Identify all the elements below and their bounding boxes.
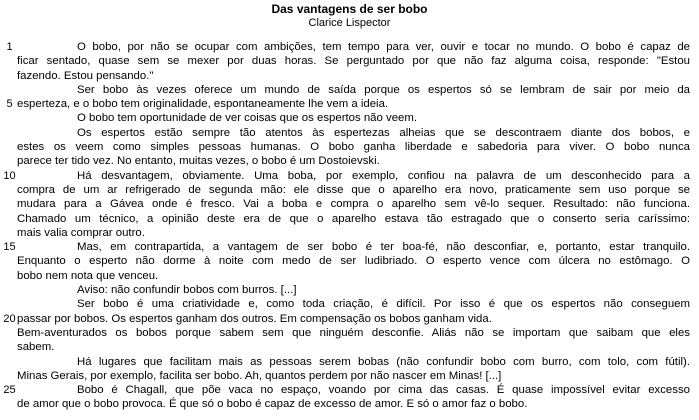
text-line [2,97,690,111]
line-number: 20 [3,312,16,325]
text-line [2,369,690,383]
line-number [2,355,17,369]
line-text: Há desvantagem, obviamente. Uma boba, por exemplo, confiou na palavra de um desconhecido para a [77,169,690,182]
text-line [2,40,690,54]
line-number [2,111,17,125]
line-number [2,397,17,411]
line-number [2,326,17,340]
line-text: Ser bobo às vezes oferece um mundo de saída porque os espertos só se lembram de sair por meio da [77,83,690,96]
line-number [2,83,17,97]
line-text: sabem. [17,341,55,354]
line-text: Os espertos estão sempre tão atentos às espertezas alheias que se descontraem diante dos bobos, e [77,126,690,139]
line-number: 25 [3,384,16,397]
passage-body [0,40,699,412]
line-text: ficar sentado, quase sem se mexer por duas horas. Se perguntado por que não faz alguma coisa, responde: "Estou [17,55,690,68]
line-number [2,254,17,268]
text-line [2,154,690,168]
line-number [2,369,17,383]
line-number: 1 [6,41,13,53]
text-line [2,226,690,240]
line-number [2,340,17,354]
line-number [2,297,17,311]
text-line [2,254,690,268]
line-text: parece ter tido vez. No entanto, muitas vezes, o bobo é um Dostoievski. [17,155,380,168]
text-line [2,240,690,254]
line-number [2,140,17,154]
line-text: de amor que o bobo provoca. É que só o bobo é capaz de excesso de amor. E só o amor faz o bobo. [17,398,528,411]
line-text: mais valia comprar outro. [17,226,145,239]
line-text: O bobo, por não se ocupar com ambições, tem tempo para ver, ouvir e tocar no mundo. O bobo é capaz de [77,41,690,53]
line-text: Bobo é Chagall, que põe vaca no espaço, voando por cima das casas. É quase impossível evitar excesso [77,384,690,397]
text-line [2,197,690,211]
text-line [2,340,690,354]
line-text: Bem-aventurados os bobos porque sabem sem que ninguém desconfie. Aliás não se importam que saibam que eles [17,326,690,339]
line-number [2,269,17,283]
line-text: Aviso: não confundir bobos com burros. [...] [77,284,297,297]
text-line [2,83,690,97]
text-line [2,169,690,183]
line-text: mudara para a Gávea onde é fresco. Vai a boba e compra o aparelho sem vê-lo sequer. Resultado: não funciona. [17,198,690,211]
line-text: bobo nem nota que venceu. [17,269,159,282]
text-line [2,397,690,411]
line-number [2,283,17,297]
text-line [2,355,690,369]
line-number [2,69,17,83]
text-line [2,126,690,140]
line-number: 10 [3,169,16,182]
text-line [2,269,690,283]
line-number [2,154,17,168]
line-number [2,226,17,240]
document-author: Clarice Lispector [308,17,391,29]
text-line [2,140,690,154]
line-number [2,197,17,211]
document-title: Das vantagens de ser bobo [271,2,428,16]
line-number [2,183,17,197]
text-line [2,326,690,340]
text-line [2,183,690,197]
text-line [2,383,690,397]
line-number [2,212,17,226]
text-line [2,312,690,326]
line-text: estes os veem como simples pessoas humanas. O bobo ganha liberdade e sabedoria para viver. O bobo nunca [17,141,690,154]
text-line [2,297,690,311]
line-text: O bobo tem oportunidade de ver coisas que os espertos não veem. [77,112,418,125]
line-number [2,54,17,68]
line-text: fazendo. Estou pensando." [17,69,154,82]
text-line [2,111,690,125]
line-number [2,126,17,140]
line-text: passar por bobos. Os espertos ganham dos outros. Em compensação os bobos ganham vida. [17,312,492,325]
line-text: Enquanto o esperto não dorme à noite com medo de ser ludibriado. O esperto vence com úlcera no estômago. O [17,255,690,268]
line-text: Chamado um técnico, a opinião deste era de que o aparelho estava tão estragado que o conserto seria caríssimo: [17,212,690,225]
line-text: Minas Gerais, por exemplo, facilita ser bobo. Ah, quantos perdem por não nascer em Minas! [...] [17,369,502,382]
line-number: 15 [3,241,16,254]
line-text: Há lugares que facilitam mais as pessoas serem bobas (não confundir bobo com burro, com tolo, com fútil). [77,355,690,368]
line-number: 5 [6,98,13,111]
text-line [2,283,690,297]
line-text: esperteza, e o bobo tem originalidade, espontaneamente lhe vem a ideia. [17,98,389,111]
text-line [2,69,690,83]
line-text: compra de um ar refrigerado de segunda mão: ele disse que o aparelho era novo, praticamente sem uso porque se [17,183,690,196]
line-text: Ser bobo é uma criatividade e, como toda criação, é difícil. Por isso é que os espertos não conseguem [77,298,690,311]
line-text: Mas, em contrapartida, a vantagem de ser bobo é ter boa-fé, não desconfiar, e, portanto, estar tranquilo. [77,241,690,254]
text-line [2,212,690,226]
text-line [2,54,690,68]
